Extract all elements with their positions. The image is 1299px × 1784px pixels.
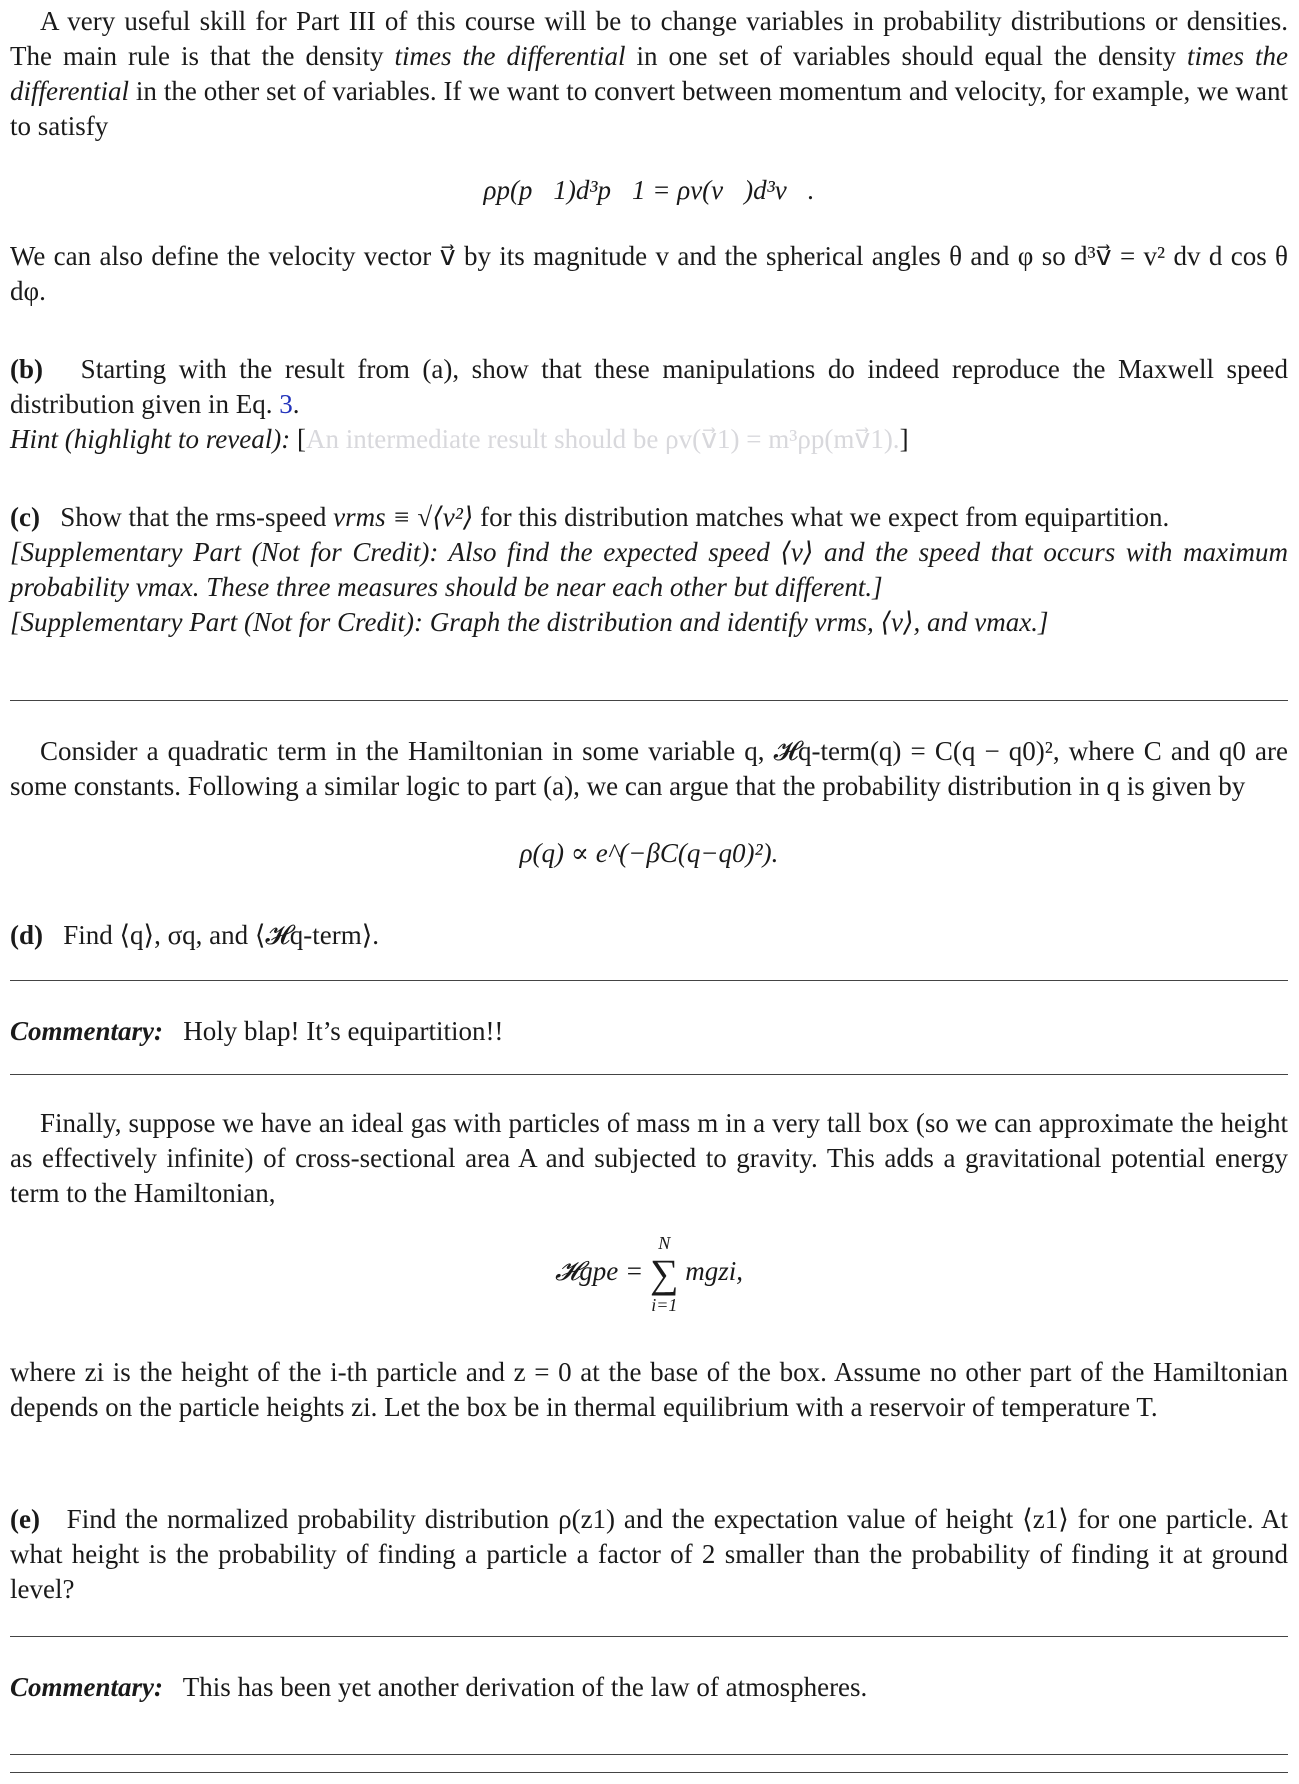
rms-speed-definition: vrms ≡ √⟨v²⟩ [333, 502, 474, 532]
sum-lower-limit: i=1 [651, 1295, 678, 1315]
spherical-angles-paragraph [10, 239, 1288, 309]
gpe-rhs: mgzi, [685, 1256, 744, 1287]
part-e-text: Find the normalized probability distribution ρ(z1) and the expectation value of height ⟨z1⟩ for one particle. At what height is the probability of finding a particle a factor of 2 smaller than the probability of finding it at ground level? [10, 1504, 1288, 1604]
part-e [10, 1502, 1288, 1607]
part-b: (b) Starting with the result from (a), show that these manipulations do indeed reproduce the Maxwell speed distribution given in Eq. 3. Hint (highlight to reveal): [An intermediate result should be ρv(v⃗1) = m³ρp(mv⃗1).] [10, 354, 1288, 454]
commentary-1 [10, 1014, 1288, 1049]
gravity-text: Finally, suppose we have an ideal gas with particles of mass m in a very tall box (so we can approximate the height as effectively infinite) of cross-sectional area A and subjected to gravity. This adds a gravitational potential energy term to the Hamiltonian, [10, 1108, 1288, 1208]
supplementary-part-2: [Supplementary Part (Not for Credit): Graph the distribution and identify vrms, ⟨v⟩, and vmax.] [10, 607, 1049, 637]
gravitational-hamiltonian-equation [10, 1232, 1288, 1316]
commentary-label-1: Commentary: [10, 1016, 163, 1046]
part-d [10, 918, 1288, 953]
intro-text-2: in one set of variables should equal the density [636, 41, 1176, 71]
part-d-text: Find ⟨q⟩, σq, and ⟨𝓗q-term⟩. [63, 920, 380, 950]
gpe-lhs: 𝓗gpe = [554, 1256, 644, 1287]
sum-upper-limit: N [658, 1233, 671, 1253]
section-divider-2 [10, 980, 1288, 981]
part-c-text-2: for this distribution matches what we expect from equipartition. [480, 502, 1170, 532]
heights-paragraph [10, 1355, 1288, 1425]
intro-emphasis-2: times the differential [10, 41, 1289, 106]
part-c-label: (c) [10, 502, 40, 532]
intro-text-3: in the other set of variables. If we want to convert between momentum and velocity, for example, we want to satisfy [10, 76, 1289, 141]
section-divider-5 [10, 1754, 1288, 1755]
section-divider-1 [10, 700, 1288, 701]
part-b-text: Starting with the result from (a), show that these manipulations do indeed reproduce the Maxwell speed distribution given in Eq. [10, 354, 1288, 419]
part-c-text-1: Show that the rms-speed [60, 502, 327, 532]
part-e-label: (e) [10, 1504, 40, 1534]
section-divider-4 [10, 1636, 1288, 1637]
part-c [10, 500, 1288, 640]
equation-reference-link[interactable]: 3 [279, 389, 293, 419]
hidden-hint-text[interactable]: An intermediate result should be ρv(v⃗1) = m³ρp(mv⃗1). [305, 424, 900, 454]
commentary-text-1: Holy blap! It’s equipartition!! [183, 1016, 504, 1046]
commentary-label-2: Commentary: [10, 1672, 163, 1702]
spherical-angles-text: We can also define the velocity vector v⃗ by its magnitude v and the spherical angles θ and φ so d³v⃗ = v² dv d cos θ dφ. [10, 241, 1288, 306]
heights-text: where zi is the height of the i-th particle and z = 0 at the base of the box. Assume no other part of the Hamiltonian depends on the particle heights zi. Let the box be in thermal equilibrium with a reservoir of temperature T. [10, 1357, 1288, 1422]
summation-symbol: N ∑ i=1 [650, 1233, 679, 1315]
quadratic-term-paragraph [10, 734, 1288, 804]
part-d-label: (d) [10, 920, 43, 950]
supplementary-part-1: [Supplementary Part (Not for Credit): Also find the expected speed ⟨v⟩ and the speed that occurs with maximum probability vmax. These three measures should be near each other but different.] [10, 537, 1288, 602]
section-divider-3 [10, 1074, 1288, 1075]
change-of-variables-equation: ρp(p⃗1)d³p⃗1 = ρv(v⃗)d³v⃗. [483, 175, 815, 205]
intro-emphasis-1: times the differential [394, 41, 626, 71]
part-b-label: (b) [10, 354, 43, 384]
commentary-text-2: This has been yet another derivation of the law of atmospheres. [182, 1672, 868, 1702]
hint-label: Hint (highlight to reveal): [10, 424, 291, 454]
commentary-2 [10, 1670, 1288, 1705]
quadratic-term-text: Consider a quadratic term in the Hamiltonian in some variable q, 𝓗q-term(q) = C(q − q0)², where C and q0 are some constants. Following a similar logic to part (a), we can argue that the probability distribution in q is given by [10, 736, 1288, 801]
intro-text-1: A very useful skill for Part III of this course will be to change variables in probability distributions or densities. The main rule is that the density [10, 6, 1288, 71]
gravity-paragraph [10, 1106, 1288, 1211]
quadratic-distribution-equation: ρ(q) ∝ e^(−βC(q−q0)²). [519, 838, 779, 868]
intro-paragraph [10, 4, 1288, 144]
section-divider-6 [10, 1772, 1288, 1773]
